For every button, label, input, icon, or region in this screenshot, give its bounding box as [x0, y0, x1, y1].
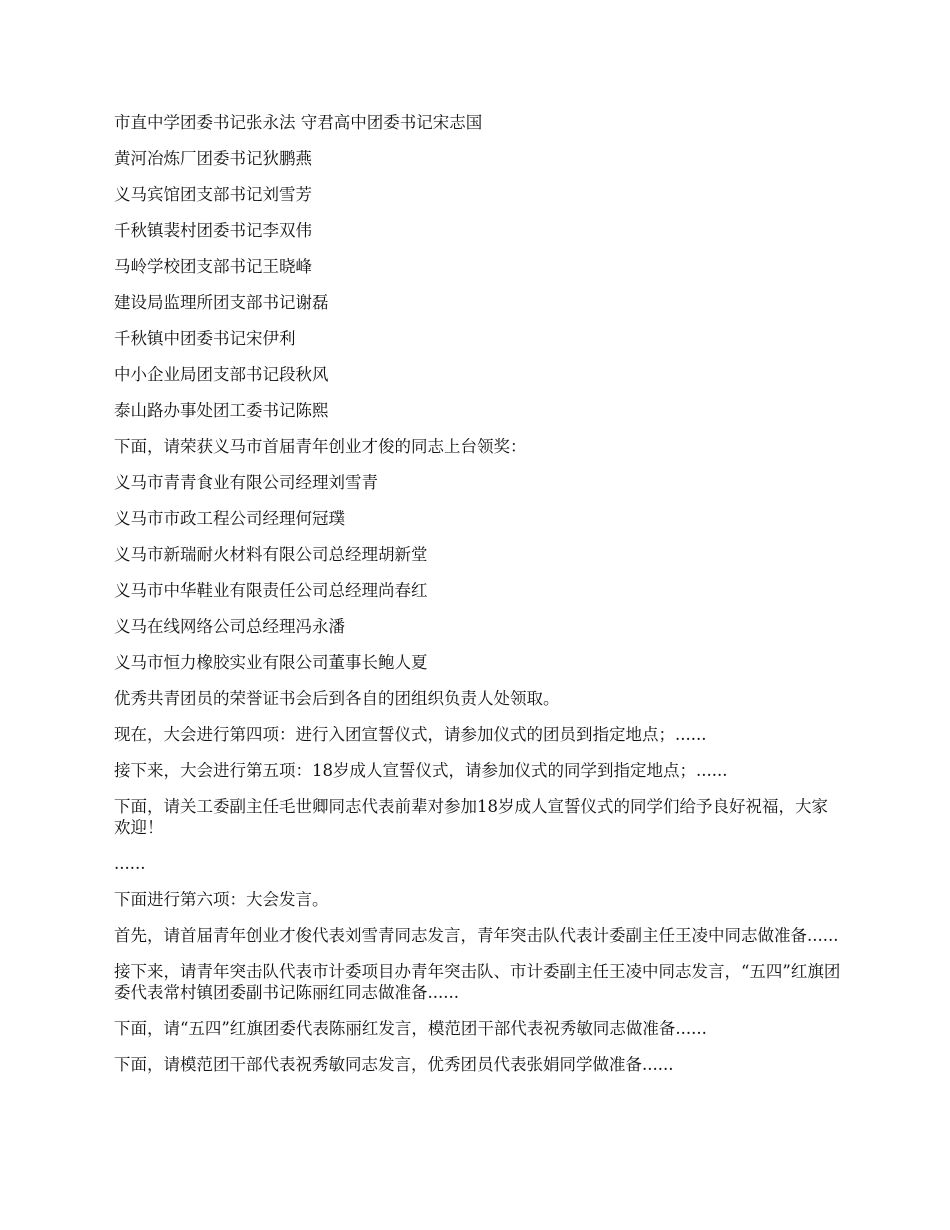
- paragraph: 优秀共青团员的荣誉证书会后到各自的团组织负责人处领取。: [114, 689, 560, 708]
- paragraph: 义马市新瑞耐火材料有限公司总经理胡新堂: [114, 545, 428, 564]
- paragraph: 义马市青青食业有限公司经理刘雪青: [114, 473, 378, 492]
- paragraph: 义马在线网络公司总经理冯永潘: [114, 617, 345, 636]
- paragraph: 义马市中华鞋业有限责任公司总经理尚春红: [114, 581, 428, 600]
- paragraph: 义马宾馆团支部书记刘雪芳: [114, 185, 312, 204]
- paragraph: 建设局监理所团支部书记谢磊: [114, 293, 329, 312]
- paragraph: 下面，请“五四”红旗团委代表陈丽红发言，模范团干部代表祝秀敏同志做准备......: [114, 1019, 707, 1038]
- paragraph: 千秋镇裴村团委书记李双伟: [114, 221, 312, 240]
- paragraph: ......: [114, 854, 146, 873]
- paragraph: 义马市市政工程公司经理何冠璞: [114, 509, 345, 528]
- paragraph: 下面进行第六项：大会发言。: [114, 890, 329, 909]
- paragraph: 市直中学团委书记张永法 守君高中团委书记宋志国: [114, 113, 483, 132]
- paragraph: 黄河冶炼厂团委书记狄鹏燕: [114, 149, 312, 168]
- paragraph: 接下来，请青年突击队代表市计委项目办青年突击队、市计委副主任王凌中同志发言，“五四”红旗团委代表常村镇团委副书记陈丽红同志做准备......: [114, 962, 841, 1002]
- document-body: [114, 112, 844, 1090]
- paragraph: 首先，请首届青年创业才俊代表刘雪青同志发言，青年突击队代表计委副主任王凌中同志做准备......: [114, 926, 839, 945]
- paragraph: 义马市恒力橡胶实业有限公司董事长鲍人夏: [114, 653, 428, 672]
- paragraph: 中小企业局团支部书记段秋风: [114, 365, 329, 384]
- paragraph: 下面，请荣获义马市首届青年创业才俊的同志上台领奖：: [114, 437, 527, 456]
- paragraph: 马岭学校团支部书记王晓峰: [114, 257, 312, 276]
- paragraph: 下面，请关工委副主任毛世卿同志代表前辈对参加18岁成人宣誓仪式的同学们给予良好祝福，大家欢迎！: [114, 797, 828, 837]
- paragraph: 现在，大会进行第四项：进行入团宣誓仪式，请参加仪式的团员到指定地点；......: [114, 725, 707, 744]
- paragraph: 下面，请模范团干部代表祝秀敏同志发言，优秀团员代表张娟同学做准备......: [114, 1055, 674, 1074]
- paragraph: 泰山路办事处团工委书记陈熙: [114, 401, 329, 420]
- paragraph: 接下来，大会进行第五项：18岁成人宣誓仪式，请参加仪式的同学到指定地点；......: [114, 761, 728, 780]
- paragraph: 千秋镇中团委书记宋伊利: [114, 329, 296, 348]
